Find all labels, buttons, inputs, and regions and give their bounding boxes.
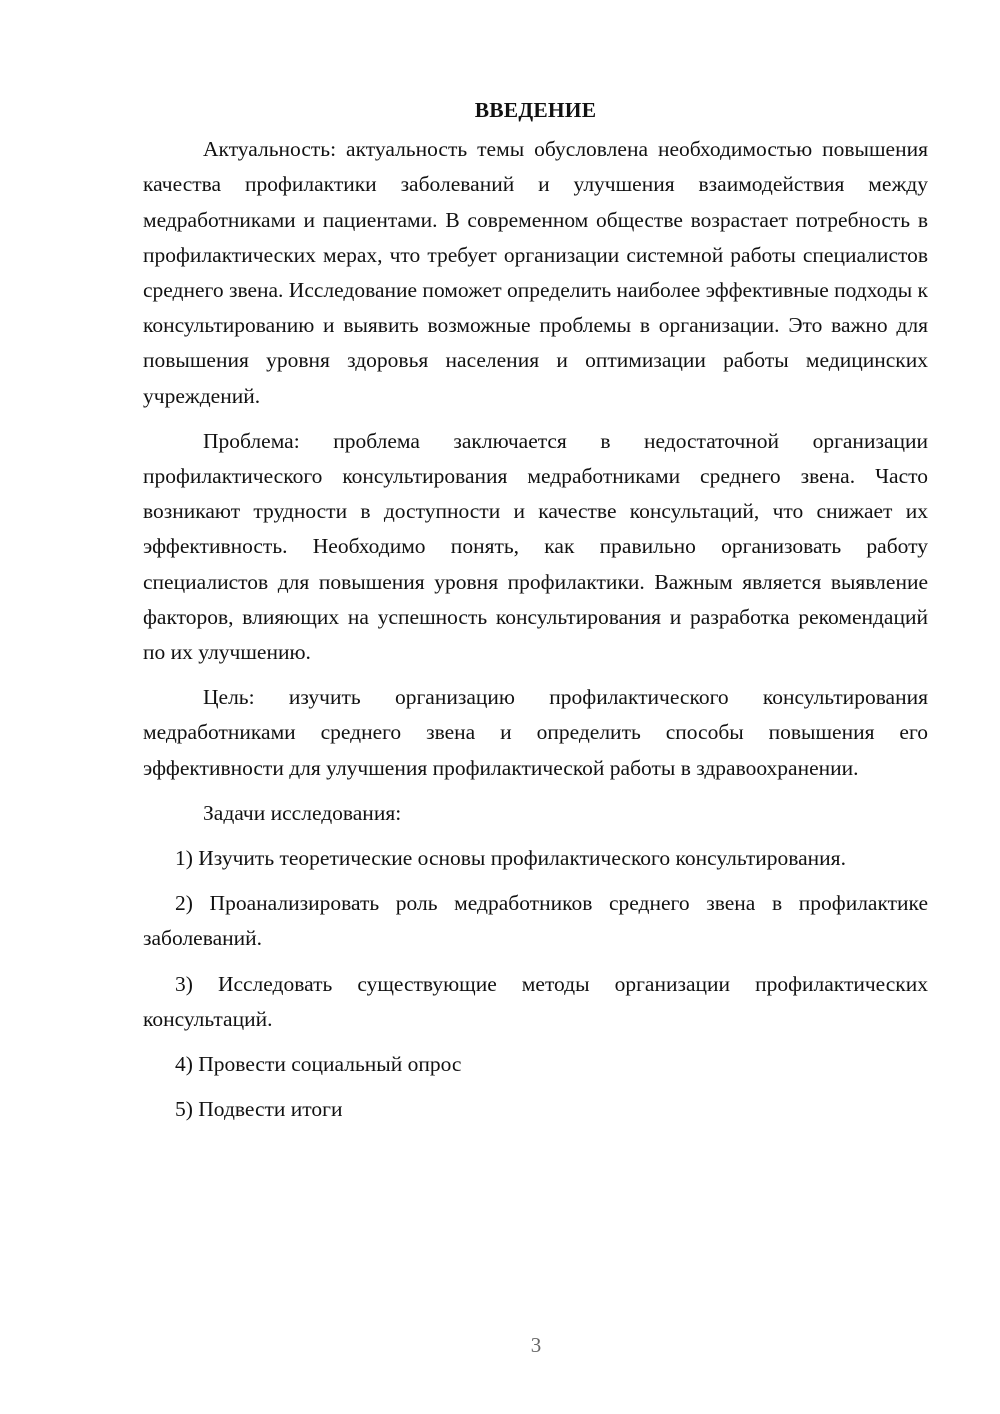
task-item-5: 5) Подвести итоги [175, 1097, 343, 1122]
paragraph-problem: Проблема: проблема заключается в недостаточной организации профилактического консультирования медработниками среднего звена. Часто возникают трудности в доступности и качестве консультаций, что снижает их эффективность. Необходимо понять, как правильно организовать работу специалистов для повышения уровня профилактики. Важным является выявление факторов, влияющих на успешность консультирования и разработка рекомендаций по их улучшению. [143, 428, 928, 665]
paragraph-goal: Цель: изучить организацию профилактического консультирования медработниками среднего звена и определить способы повышения его эффективности для улучшения профилактической работы в здравоохранении. [143, 685, 928, 780]
task-item-4: 4) Провести социальный опрос [175, 1052, 462, 1077]
task-item-1: 1) Изучить теоретические основы профилактического консультирования. [175, 846, 846, 871]
page-number: 3 [530, 1333, 542, 1357]
section-title: ВВЕДЕНИЕ [474, 98, 597, 122]
task-item-3: 3) Исследовать существующие методы организации профилактических консультаций. [143, 971, 928, 1031]
tasks-heading: Задачи исследования: [203, 800, 402, 825]
task-item-2: 2) Проанализировать роль медработников среднего звена в профилактике заболеваний. [143, 891, 928, 951]
paragraph-relevance: Актуальность: актуальность темы обусловлена необходимостью повышения качества профилактики заболеваний и улучшения взаимодействия между медработниками и пациентами. В современном обществе возрастает потребность в профилактических мерах, что требует организации системной работы специалистов среднего звена. Исследование поможет определить наиболее эффективные подходы к консультированию и выявить возможные проблемы в организации. Это важно для повышения уровня здоровья населения и оптимизации работы медицинских учреждений. [143, 137, 929, 408]
document-body [143, 93, 928, 1137]
